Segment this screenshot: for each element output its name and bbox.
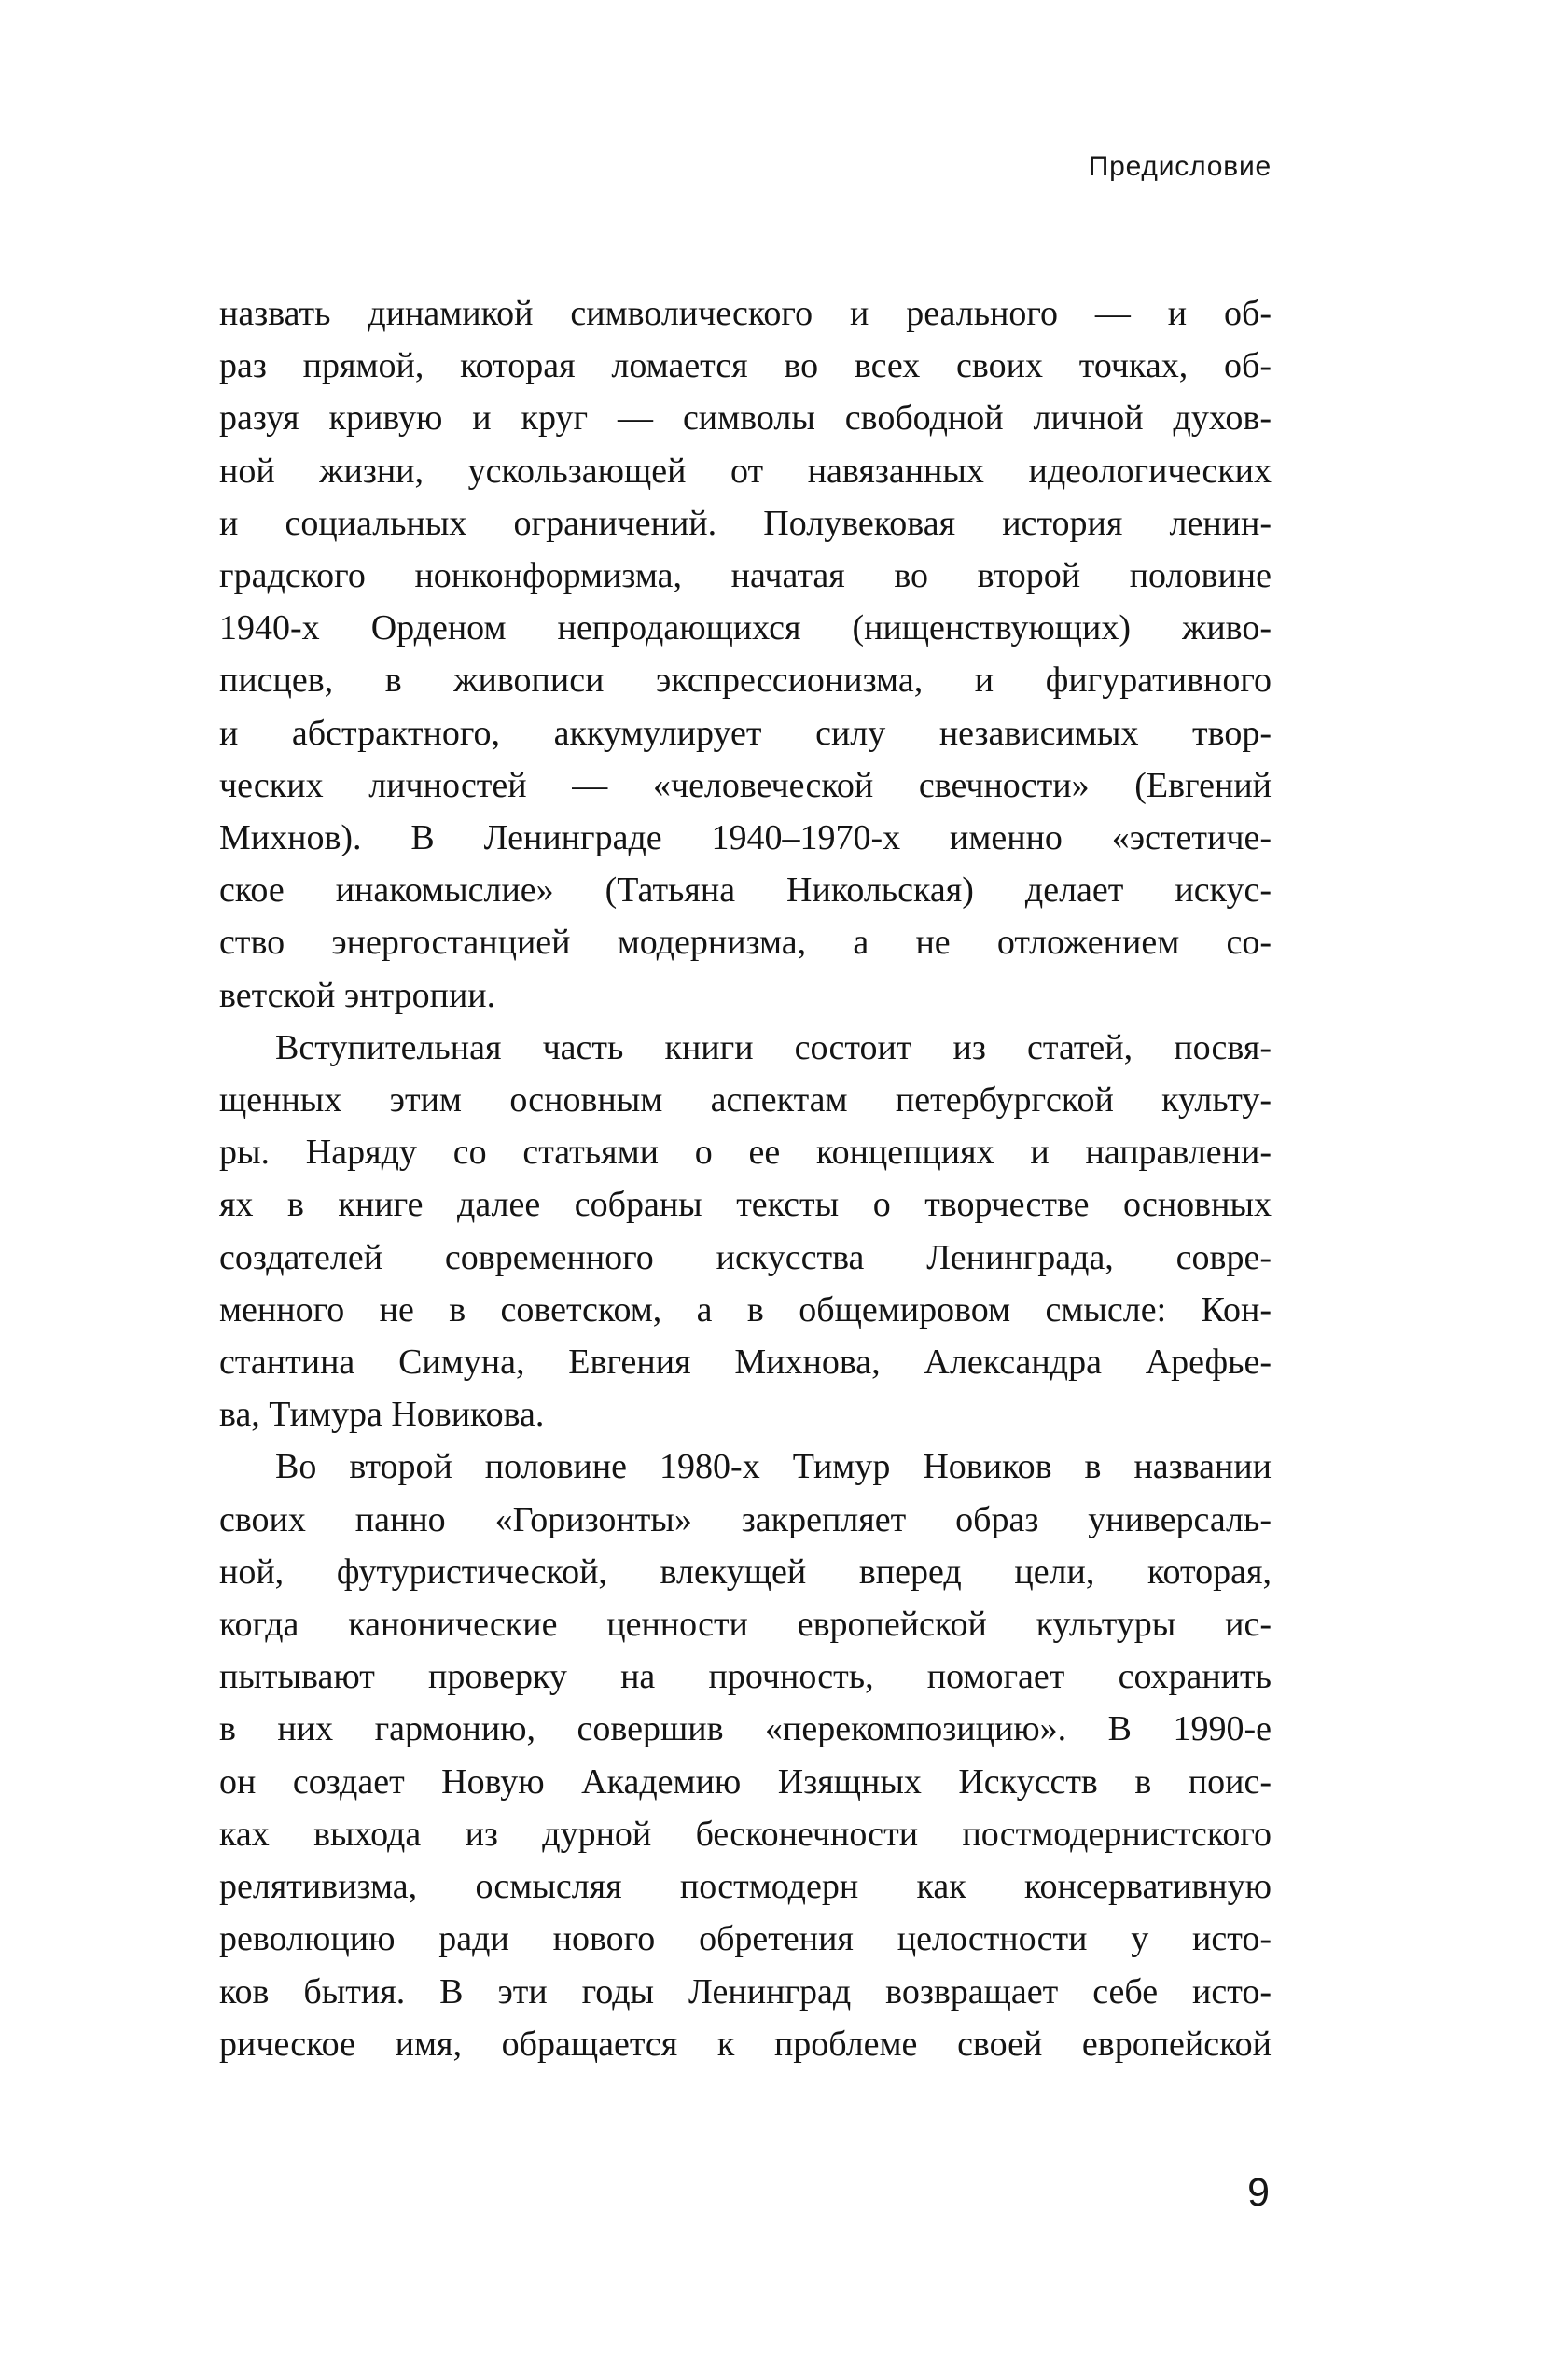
text-line: ва, Тимура Новикова. xyxy=(219,1395,545,1435)
text-line: ях в книге далее собраны тексты о творчестве основных xyxy=(219,1185,1272,1225)
text-line: ках выхода из дурной бесконечности постмодернистского xyxy=(219,1814,1272,1854)
text-line: создателей современного искусства Ленинграда, совре- xyxy=(219,1237,1272,1277)
text-line: ческих личностей — «человеческой свечности» (Евгений xyxy=(219,765,1272,805)
text-line: градского нонконформизма, начатая во второй половине xyxy=(219,556,1272,596)
text-line: Во второй половине 1980-х Тимур Новиков в названии xyxy=(275,1447,1272,1487)
text-line: ры. Наряду со статьями о ее концепциях и направлени- xyxy=(219,1133,1272,1173)
text-line: назвать динамикой символического и реального — и об- xyxy=(219,294,1272,333)
text-line: Вступительная часть книги состоит из статей, посвя- xyxy=(275,1027,1272,1067)
text-line: ной, футуристической, влекущей вперед цели, которая, xyxy=(219,1552,1272,1592)
body-text xyxy=(219,287,1272,2070)
text-line: в них гармонию, совершив «перекомпозицию». В 1990-е xyxy=(219,1709,1272,1749)
text-line: и социальных ограничений. Полувековая история ленин- xyxy=(219,503,1272,543)
text-line: ной жизни, ускользающей от навязанных идеологических xyxy=(219,451,1272,491)
page-number: 9 xyxy=(1247,2170,1270,2215)
text-line: 1940-х Орденом непродающихся (нищенствующих) живо- xyxy=(219,608,1272,648)
text-line: щенных этим основным аспектам петербургской культу- xyxy=(219,1080,1272,1120)
text-line: он создает Новую Академию Изящных Искусств в поис- xyxy=(219,1761,1272,1802)
text-line: Михнов). В Ленинграде 1940–1970-х именно «эстетиче- xyxy=(219,818,1272,858)
text-line: разуя кривую и круг — символы свободной личной духов- xyxy=(219,398,1272,438)
text-line: революцию ради нового обретения целостности у исто- xyxy=(219,1919,1272,1959)
text-line: пытывают проверку на прочность, помогает сохранить xyxy=(219,1657,1272,1697)
text-line: рическое имя, обращается к проблеме своей европейской xyxy=(219,2024,1272,2064)
text-line: раз прямой, которая ломается во всех своих точках, об- xyxy=(219,346,1272,386)
text-line: менного не в советском, а в общемировом смысле: Кон- xyxy=(219,1289,1272,1329)
text-line: ское инакомыслие» (Татьяна Никольская) делает искус- xyxy=(219,870,1272,911)
text-line: и абстрактного, аккумулирует силу независимых твор- xyxy=(219,713,1272,753)
text-line: своих панно «Горизонты» закрепляет образ универсаль- xyxy=(219,1499,1272,1539)
text-line: ветской энтропии. xyxy=(219,975,496,1015)
text-line: стантина Симуна, Евгения Михнова, Александра Арефье- xyxy=(219,1343,1272,1383)
text-line: ков бытия. В эти годы Ленинград возвращает себе исто- xyxy=(219,1971,1272,2011)
text-line: когда канонические ценности европейской культуры ис- xyxy=(219,1605,1272,1645)
running-header: Предисловие xyxy=(1088,151,1272,182)
text-line: ство энергостанцией модернизма, а не отложением со- xyxy=(219,923,1272,963)
text-line: писцев, в живописи экспрессионизма, и фигуративного xyxy=(219,661,1272,701)
text-line: релятивизма, осмысляя постмодерн как консервативную xyxy=(219,1867,1272,1907)
